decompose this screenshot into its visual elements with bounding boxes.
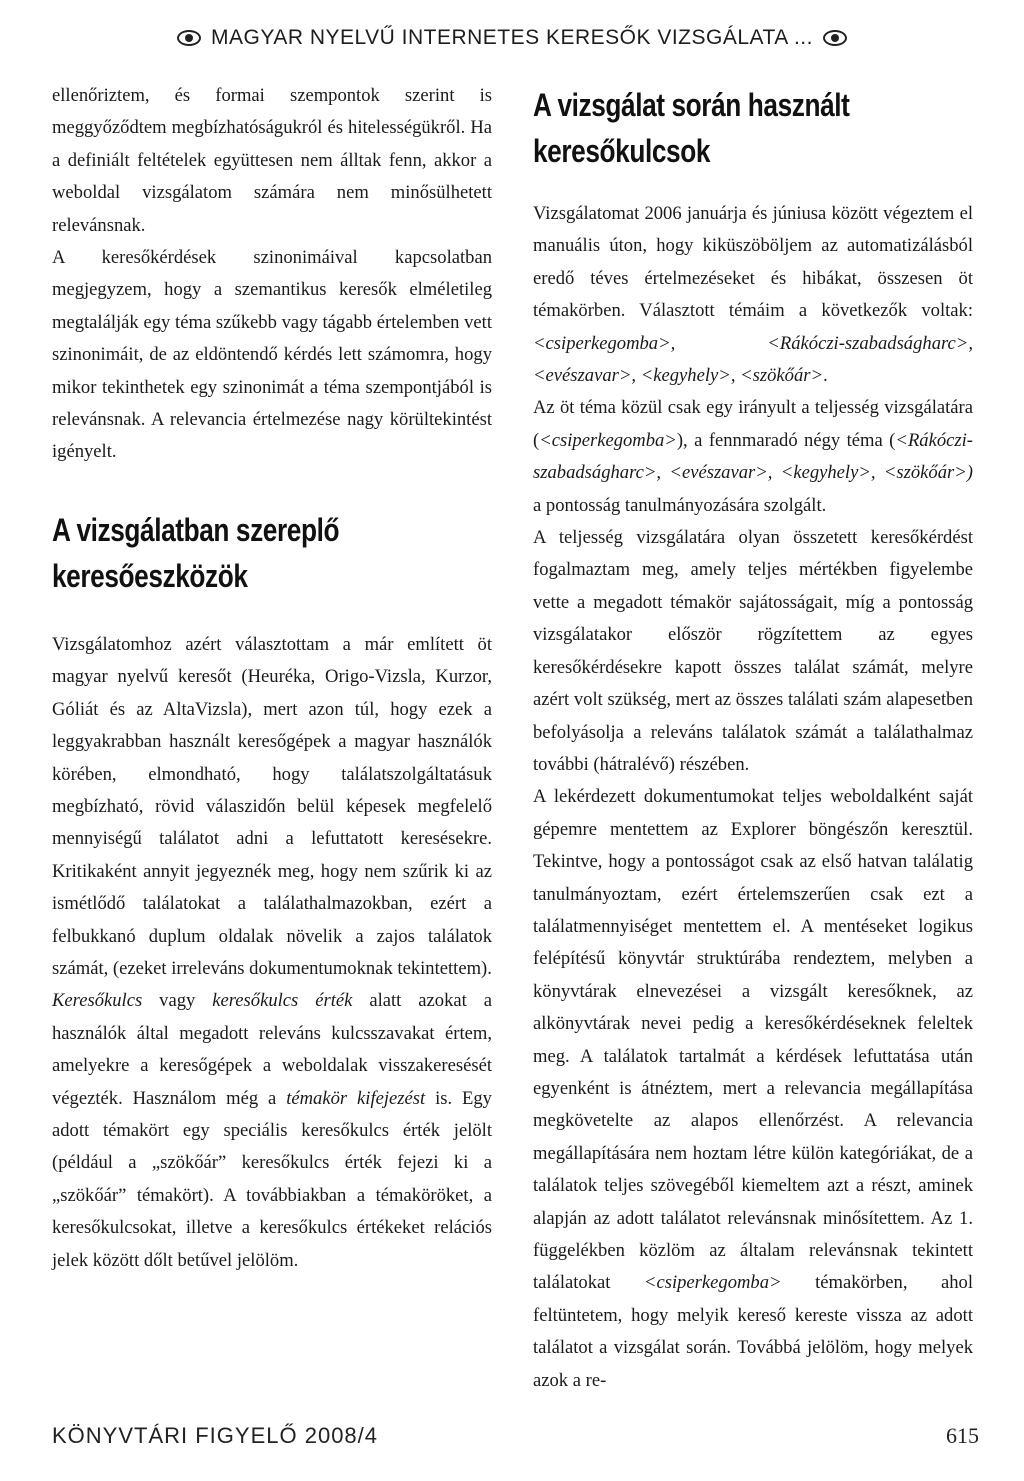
paragraph: Vizsgálatomhoz azért választottam a már említett öt magyar nyelvű keresőt (Heuréka, Origo-Vizsla, Kurzor, Góliát és az AltaVizsla), mert azon túl, hogy ezek a leggyakrabban használt keresőgépek a magyar használók körében, elmondható, hogy találatszolgáltatásuk megbízható, rövid válaszidőn belül képesek megfelelő mennyiségű találatot adni a lefuttatott keresésekre. Kritikaként annyit jegyeznék meg, hogy nem szűrik ki az ismétlődő találatokat a találathalmazokban, ezért a felbukkanó duplum oldalak növelik a zajos találatok számát, (ezeket irreleváns dokumentumoknak tekintettem). bbox=[52, 633, 492, 979]
paragraph bbox=[533, 781, 973, 1397]
right-column bbox=[533, 80, 973, 1397]
text-run: témakörben, ahol feltüntetem, hogy melyik kereső kereste vissza az adott találatot a vizsgálat során. Továbbá jelölöm, hogy melyek azok a re- bbox=[533, 1272, 973, 1391]
running-header bbox=[0, 26, 1024, 50]
paragraph: A keresőkérdések szinonimáival kapcsolatban megjegyzem, hogy a szemantikus keresők elméletileg megtalálják egy téma szűkebb vagy tágabb értelemben vett szinonimáit, de az eldöntendő kérdés lett számomra, hogy mikor tekinthetek egy szinonimát a téma szempontjából is relevánsnak. A relevancia értelmezése nagy körültekintést igényelt. bbox=[52, 247, 492, 463]
italic-term: <Rákóczi-szabadságharc>, <evészavar>, <kegyhely>, <szökőár>) bbox=[533, 429, 973, 484]
text-run: vagy bbox=[142, 990, 213, 1012]
page-number: 615 bbox=[946, 1423, 979, 1448]
italic-term: <csiperkegomba>, <Rákóczi-szabadságharc>, <evészavar>, <kegyhely>, <szökőár> bbox=[533, 332, 973, 387]
journal-name: KÖNYVTÁRI FIGYELŐ 2008/4 bbox=[52, 1423, 379, 1448]
running-header-title: MAGYAR NYELVŰ INTERNETES KERESŐK VIZSGÁLATA ... bbox=[211, 26, 813, 49]
italic-term: <csiperkegomba> bbox=[643, 1272, 782, 1294]
paragraph: ellenőriztem, és formai szempontok szerint is meggyőződtem megbízhatóságukról és hitelességükről. Ha a definiált feltételek együttesen nem álltak fenn, akkor a weboldal vizsgálatom számára nem minősülhetett relevánsnak. bbox=[52, 85, 492, 236]
text-run: Vizsgálatomat 2006 januárja és júniusa között végeztem el manuális úton, hogy kiküszöböljem az automatizálásból eredő téves értelmezéseket és hibákat, összesen öt témakörben. Választott témáim a következők voltak: bbox=[533, 203, 973, 322]
left-column bbox=[52, 80, 492, 1277]
text-run: ), a fennmaradó négy téma ( bbox=[676, 429, 896, 451]
text-run: alatt azokat a használók által megadott releváns kulcsszavakat értem, amelyekre a keresőgépek a weboldalak visszakeresését végezték. Használom még a bbox=[52, 990, 492, 1109]
text-run: . bbox=[823, 365, 828, 387]
section-heading: A vizsgálat során használt keresőkulcsok bbox=[533, 87, 850, 169]
eye-icon bbox=[177, 30, 201, 46]
paragraph bbox=[533, 198, 973, 392]
paragraph: A teljesség vizsgálatára olyan összetett keresőkérdést fogalmaztam meg, amely teljes mértékben figyelembe vette a megadott témakör sajátosságait, míg a pontosság vizsgálatakor először rögzítettem az egyes keresőkérdésekre kapott összes találat számát, melyre azért volt szükség, mert az összes találati szám alapesetben befolyásolja a releváns találatok számát a találathalmaz további (hátralévő) részében. bbox=[533, 527, 973, 775]
italic-term: keresőkulcs érték bbox=[212, 990, 353, 1012]
paragraph bbox=[52, 985, 492, 1277]
text-run: is. Egy adott témakört egy speciális keresőkulcs érték jelölt (például a „szökőár” keresőkulcs érték fejezi ki a „szökőár” témakört). A továbbiakban a témaköröket, a keresőkulcsokat, illetve a keresőkulcs értékeket relációs jelek között dőlt betűvel jelölöm. bbox=[52, 1087, 492, 1271]
paragraph bbox=[533, 392, 973, 522]
italic-term: témakör kifejezést bbox=[286, 1087, 426, 1109]
section-heading: A vizsgálatban szereplő keresőeszközök bbox=[52, 511, 340, 594]
italic-term: Keresőkulcs bbox=[52, 990, 143, 1012]
text-run: A lekérdezett dokumentumokat teljes weboldalként saját gépemre mentettem az Explorer böngészőn keresztül. Tekintve, hogy a pontosságot csak az első hatvan találatig tanulmányoztam, ezért értelemszerűen csak ezt a találatmennyiséget mentettem el. A mentéseket logikus felépítésű könyvtár struktúrába rendeztem, melyben a könyvtárak elnevezései a vizsgált keresőknek, az alkönyvtárak nevei pedig a keresőkérdéseknek feleltek meg. A találatok tartalmát a kérdések lefuttatása után egyenként is átnéztem, mert a relevancia megállapítása megkövetelte az alapos ellenőrzést. A relevancia megállapítására nem hoztam létre külön kategóriákat, de a találatok teljes szövegéből kiemeltem azt a részt, aminek alapján az adott találatot relevánsnak minősítettem. Az 1. függelékben közlöm az általam relevánsnak tekintett találatokat bbox=[533, 786, 973, 1294]
italic-term: <csiperkegomba> bbox=[539, 429, 677, 451]
eye-icon bbox=[823, 30, 847, 46]
text-run: Az öt téma közül csak egy irányult a teljesség vizsgálatára ( bbox=[533, 397, 973, 451]
text-run: a pontosság tanulmányozására szolgált. bbox=[533, 494, 827, 516]
page-footer bbox=[52, 1423, 979, 1449]
